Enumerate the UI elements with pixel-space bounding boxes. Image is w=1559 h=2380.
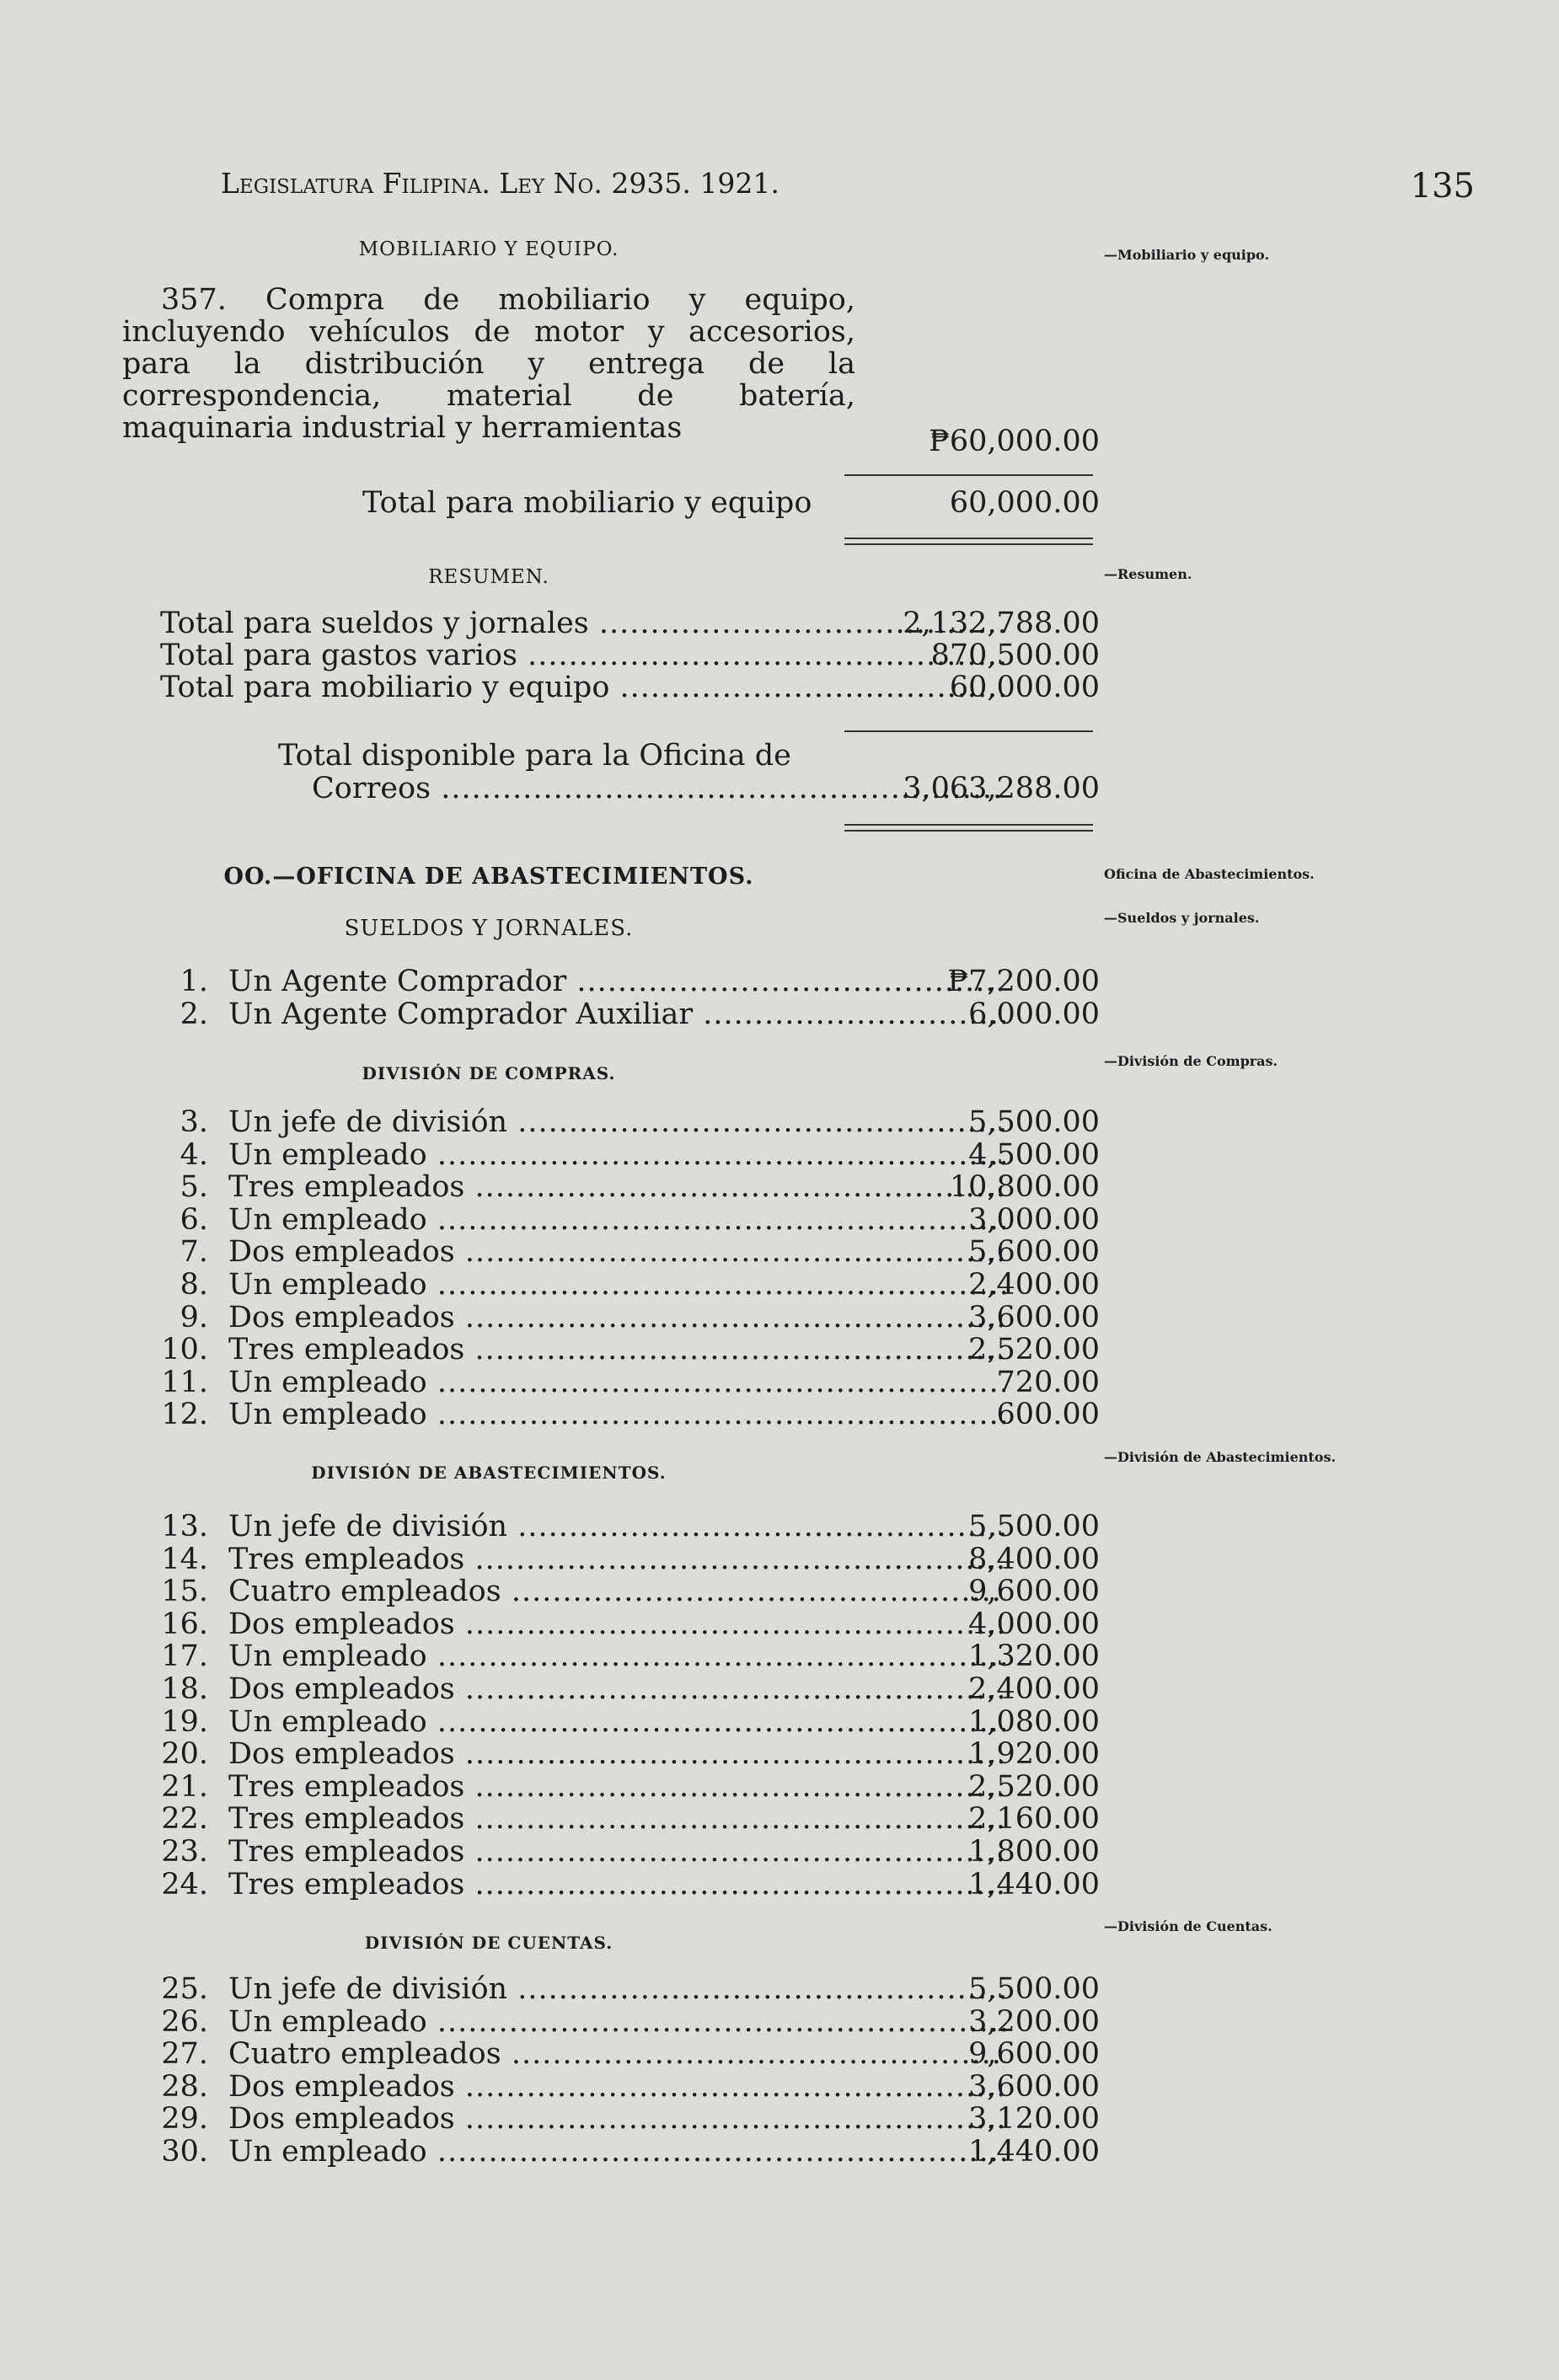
- table-row: [156, 1706, 1100, 1738]
- item-description: Dos empleados .....: [228, 1236, 1005, 1268]
- item-357-amount-row: [156, 425, 1100, 457]
- item-amount: 5,500.00: [968, 1510, 1100, 1543]
- item-number: 25.: [161, 1972, 208, 2006]
- item-description: Un empleado .....: [228, 1706, 1005, 1738]
- item-amount: 600.00: [996, 1398, 1100, 1432]
- rule-double: [844, 538, 1093, 545]
- item-description: Cuatro empleados .....: [228, 2038, 1005, 2070]
- item-number: 24.: [161, 1867, 208, 1901]
- total-mobiliario-label: Total para mobiliario y equipo: [362, 487, 812, 519]
- item-amount: 4,000.00: [968, 1607, 1100, 1641]
- item-amount: 5,600.00: [968, 1235, 1100, 1270]
- resumen-label: Total para gastos varios .....: [160, 639, 1005, 671]
- table-row: [156, 1399, 1100, 1431]
- resumen-amount: 2,132,788.00: [903, 607, 1100, 640]
- item-description: Dos empleados .....: [228, 1608, 1005, 1640]
- table-row: [156, 1608, 1100, 1640]
- section-heading-cuentas: DIVISIÓN DE CUENTAS.: [364, 1933, 613, 1953]
- margin-note-resumen: —Resumen.: [1104, 566, 1192, 582]
- item-amount: 1,920.00: [968, 1737, 1100, 1772]
- table-row: [156, 1511, 1100, 1543]
- item-amount: 2,520.00: [968, 1769, 1100, 1804]
- margin-note-compras: —División de Compras.: [1104, 1053, 1278, 1069]
- item-amount: 3,600.00: [968, 1300, 1100, 1334]
- item-description: Un empleado .....: [228, 1640, 1005, 1672]
- item-description: Dos empleados .....: [228, 2071, 1005, 2103]
- table-row: [156, 1738, 1100, 1770]
- resumen-label: Total para sueldos y jornales .....: [160, 607, 1005, 639]
- total-disponible-label-2: Correos .....: [312, 773, 1005, 805]
- section-heading-oficina: OO.—OFICINA DE ABASTECIMIENTOS.: [223, 864, 754, 890]
- item-number: 2.: [179, 997, 208, 1031]
- item-amount: 4,500.00: [968, 1137, 1100, 1172]
- item-description: Dos empleados .....: [228, 1738, 1005, 1770]
- item-amount: 2,520.00: [968, 1333, 1100, 1367]
- item-amount: 2,160.00: [968, 1802, 1100, 1837]
- item-description: Tres empleados .....: [228, 1171, 1005, 1203]
- resumen-row: [156, 607, 1100, 639]
- resumen-row: [156, 639, 1100, 671]
- item-description: Un empleado .....: [228, 1399, 1005, 1431]
- item-description: Tres empleados .....: [228, 1803, 1005, 1835]
- item-amount: 8,400.00: [968, 1542, 1100, 1576]
- table-row: [156, 1803, 1100, 1835]
- table-row: [156, 1334, 1100, 1366]
- total-mobiliario-row: [156, 487, 1100, 519]
- table-row: [156, 1366, 1100, 1399]
- item-amount: 3,120.00: [968, 2102, 1100, 2137]
- sub-heading-sueldos: SUELDOS Y JORNALES.: [344, 916, 634, 941]
- item-number: 10.: [161, 1333, 208, 1367]
- item-357-paragraph: [122, 284, 855, 444]
- table-row: [156, 2071, 1100, 2103]
- item-number: 22.: [161, 1802, 208, 1837]
- item-amount: 6,000.00: [968, 997, 1100, 1031]
- item-description: Tres empleados .....: [228, 1836, 1005, 1868]
- section-heading-compras: DIVISIÓN DE COMPRAS.: [362, 1063, 616, 1083]
- total-disponible-label-1: Total disponible para la Oficina de: [278, 740, 791, 772]
- running-head: Legislatura Filipina. Ley No. 2935. 1921.: [221, 167, 780, 200]
- table-row: [156, 1204, 1100, 1236]
- table-row: [156, 1771, 1100, 1803]
- item-amount: 1,320.00: [968, 1639, 1100, 1674]
- item-number: 11.: [161, 1365, 208, 1399]
- item-357-amount: ₱60,000.00: [929, 425, 1100, 458]
- item-description: Tres empleados .....: [228, 1543, 1005, 1575]
- item-amount: 3,000.00: [968, 1202, 1100, 1237]
- item-description: Dos empleados .....: [228, 2103, 1005, 2135]
- item-amount: 720.00: [996, 1365, 1100, 1399]
- item-number: 6.: [179, 1202, 208, 1237]
- item-description: Un jefe de división .....: [228, 1511, 1005, 1543]
- item-number: 26.: [161, 2004, 208, 2039]
- margin-note-mobiliario: —Mobiliario y equipo.: [1104, 247, 1270, 263]
- table-row: [156, 1139, 1100, 1171]
- margin-note-cuentas: —División de Cuentas.: [1104, 1918, 1272, 1934]
- section-heading-resumen: RESUMEN.: [428, 566, 549, 588]
- item-description: Un empleado .....: [228, 1139, 1005, 1171]
- table-row: [156, 1269, 1100, 1301]
- total-disponible-amount: 3,063,288.00: [903, 772, 1100, 805]
- item-amount: 9,600.00: [968, 2037, 1100, 2072]
- item-description: Un empleado .....: [228, 1366, 1005, 1399]
- margin-note-sueldos: —Sueldos y jornales.: [1104, 910, 1260, 926]
- item-description: Tres empleados .....: [228, 1869, 1005, 1901]
- margin-note-abastecimientos: —División de Abastecimientos.: [1104, 1449, 1337, 1465]
- item-number: 27.: [161, 2037, 208, 2072]
- rule-single: [844, 474, 1093, 476]
- item-number: 16.: [161, 1607, 208, 1641]
- table-row: [156, 1171, 1100, 1203]
- table-row: [156, 2103, 1100, 2135]
- item-number: 12.: [161, 1398, 208, 1432]
- item-number: 17.: [161, 1639, 208, 1674]
- resumen-row: [156, 671, 1100, 703]
- table-row: [156, 1575, 1100, 1607]
- table-row: [156, 1869, 1100, 1901]
- table-row: [156, 998, 1100, 1030]
- item-amount: 2,400.00: [968, 1672, 1100, 1706]
- item-amount: 10,800.00: [949, 1170, 1100, 1205]
- item-description: Un Agente Comprador .....: [228, 965, 1005, 997]
- item-amount: 9,600.00: [968, 1575, 1100, 1609]
- item-amount: ₱7,200.00: [947, 965, 1100, 998]
- item-number: 5.: [179, 1170, 208, 1205]
- item-description: Un jefe de división .....: [228, 1106, 1005, 1138]
- item-number: 30.: [161, 2135, 208, 2169]
- item-number: 13.: [161, 1510, 208, 1543]
- table-row: [156, 1836, 1100, 1868]
- table-row: [156, 2136, 1100, 2168]
- item-description: Un Agente Comprador Auxiliar .....: [228, 998, 1005, 1030]
- item-amount: 1,080.00: [968, 1704, 1100, 1739]
- item-amount: 3,600.00: [968, 2069, 1100, 2104]
- table-row: [156, 1236, 1100, 1268]
- item-number: 21.: [161, 1769, 208, 1804]
- item-amount: 1,800.00: [968, 1835, 1100, 1869]
- item-357-text: 357. Compra de mobiliario y equipo, incluyendo vehículos de motor y accesorios, para la distribución y entrega de la correspondencia, material de batería, maquinaria industrial y herramientas: [122, 283, 855, 445]
- section-heading-abastecimientos: DIVISIÓN DE ABASTECIMIENTOS.: [311, 1463, 667, 1483]
- item-number: 19.: [161, 1704, 208, 1739]
- item-description: Un empleado .....: [228, 2136, 1005, 2168]
- total-mobiliario-amount: 60,000.00: [949, 486, 1100, 520]
- item-amount: 5,500.00: [968, 1972, 1100, 2006]
- item-description: Dos empleados .....: [228, 1673, 1005, 1705]
- item-description: Un empleado .....: [228, 1204, 1005, 1236]
- item-amount: 3,200.00: [968, 2004, 1100, 2039]
- table-row: [156, 2006, 1100, 2038]
- item-description: Un empleado .....: [228, 2006, 1005, 2038]
- page-number: 135: [1410, 167, 1475, 206]
- item-description: Dos empleados .....: [228, 1302, 1005, 1334]
- item-number: 18.: [161, 1672, 208, 1706]
- total-disponible-row2: [156, 773, 1100, 805]
- item-number: 14.: [161, 1542, 208, 1576]
- item-number: 8.: [179, 1268, 208, 1302]
- item-number: 1.: [179, 965, 208, 998]
- margin-note-oficina: Oficina de Abastecimientos.: [1104, 866, 1315, 882]
- item-description: Tres empleados .....: [228, 1771, 1005, 1803]
- item-number: 20.: [161, 1737, 208, 1772]
- item-number: 15.: [161, 1575, 208, 1609]
- item-number: 9.: [179, 1300, 208, 1334]
- item-amount: 2,400.00: [968, 1268, 1100, 1302]
- item-description: Tres empleados .....: [228, 1334, 1005, 1366]
- item-amount: 1,440.00: [968, 1867, 1100, 1901]
- table-row: [156, 1106, 1100, 1138]
- total-disponible-row1: [156, 740, 1100, 772]
- table-row: [156, 965, 1100, 997]
- item-number: 3.: [179, 1105, 208, 1139]
- item-amount: 1,440.00: [968, 2135, 1100, 2169]
- item-number: 4.: [179, 1137, 208, 1172]
- rule-single: [844, 730, 1093, 732]
- resumen-amount: 870,500.00: [930, 639, 1100, 672]
- table-row: [156, 1973, 1100, 2005]
- item-description: Un empleado .....: [228, 1269, 1005, 1301]
- item-number: 23.: [161, 1835, 208, 1869]
- item-number: 28.: [161, 2069, 208, 2104]
- item-description: Cuatro empleados .....: [228, 1575, 1005, 1607]
- page-header: [221, 167, 1485, 209]
- item-amount: 5,500.00: [968, 1105, 1100, 1139]
- item-description: Un jefe de división .....: [228, 1973, 1005, 2005]
- table-row: [156, 1673, 1100, 1705]
- table-row: [156, 1302, 1100, 1334]
- section-heading-mobiliario: MOBILIARIO Y EQUIPO.: [358, 238, 619, 260]
- resumen-amount: 60,000.00: [949, 671, 1100, 704]
- rule-double: [844, 824, 1093, 832]
- item-number: 29.: [161, 2102, 208, 2137]
- table-row: [156, 1543, 1100, 1575]
- resumen-label: Total para mobiliario y equipo .....: [160, 671, 1005, 703]
- table-row: [156, 1640, 1100, 1672]
- table-row: [156, 2038, 1100, 2070]
- item-number: 7.: [179, 1235, 208, 1270]
